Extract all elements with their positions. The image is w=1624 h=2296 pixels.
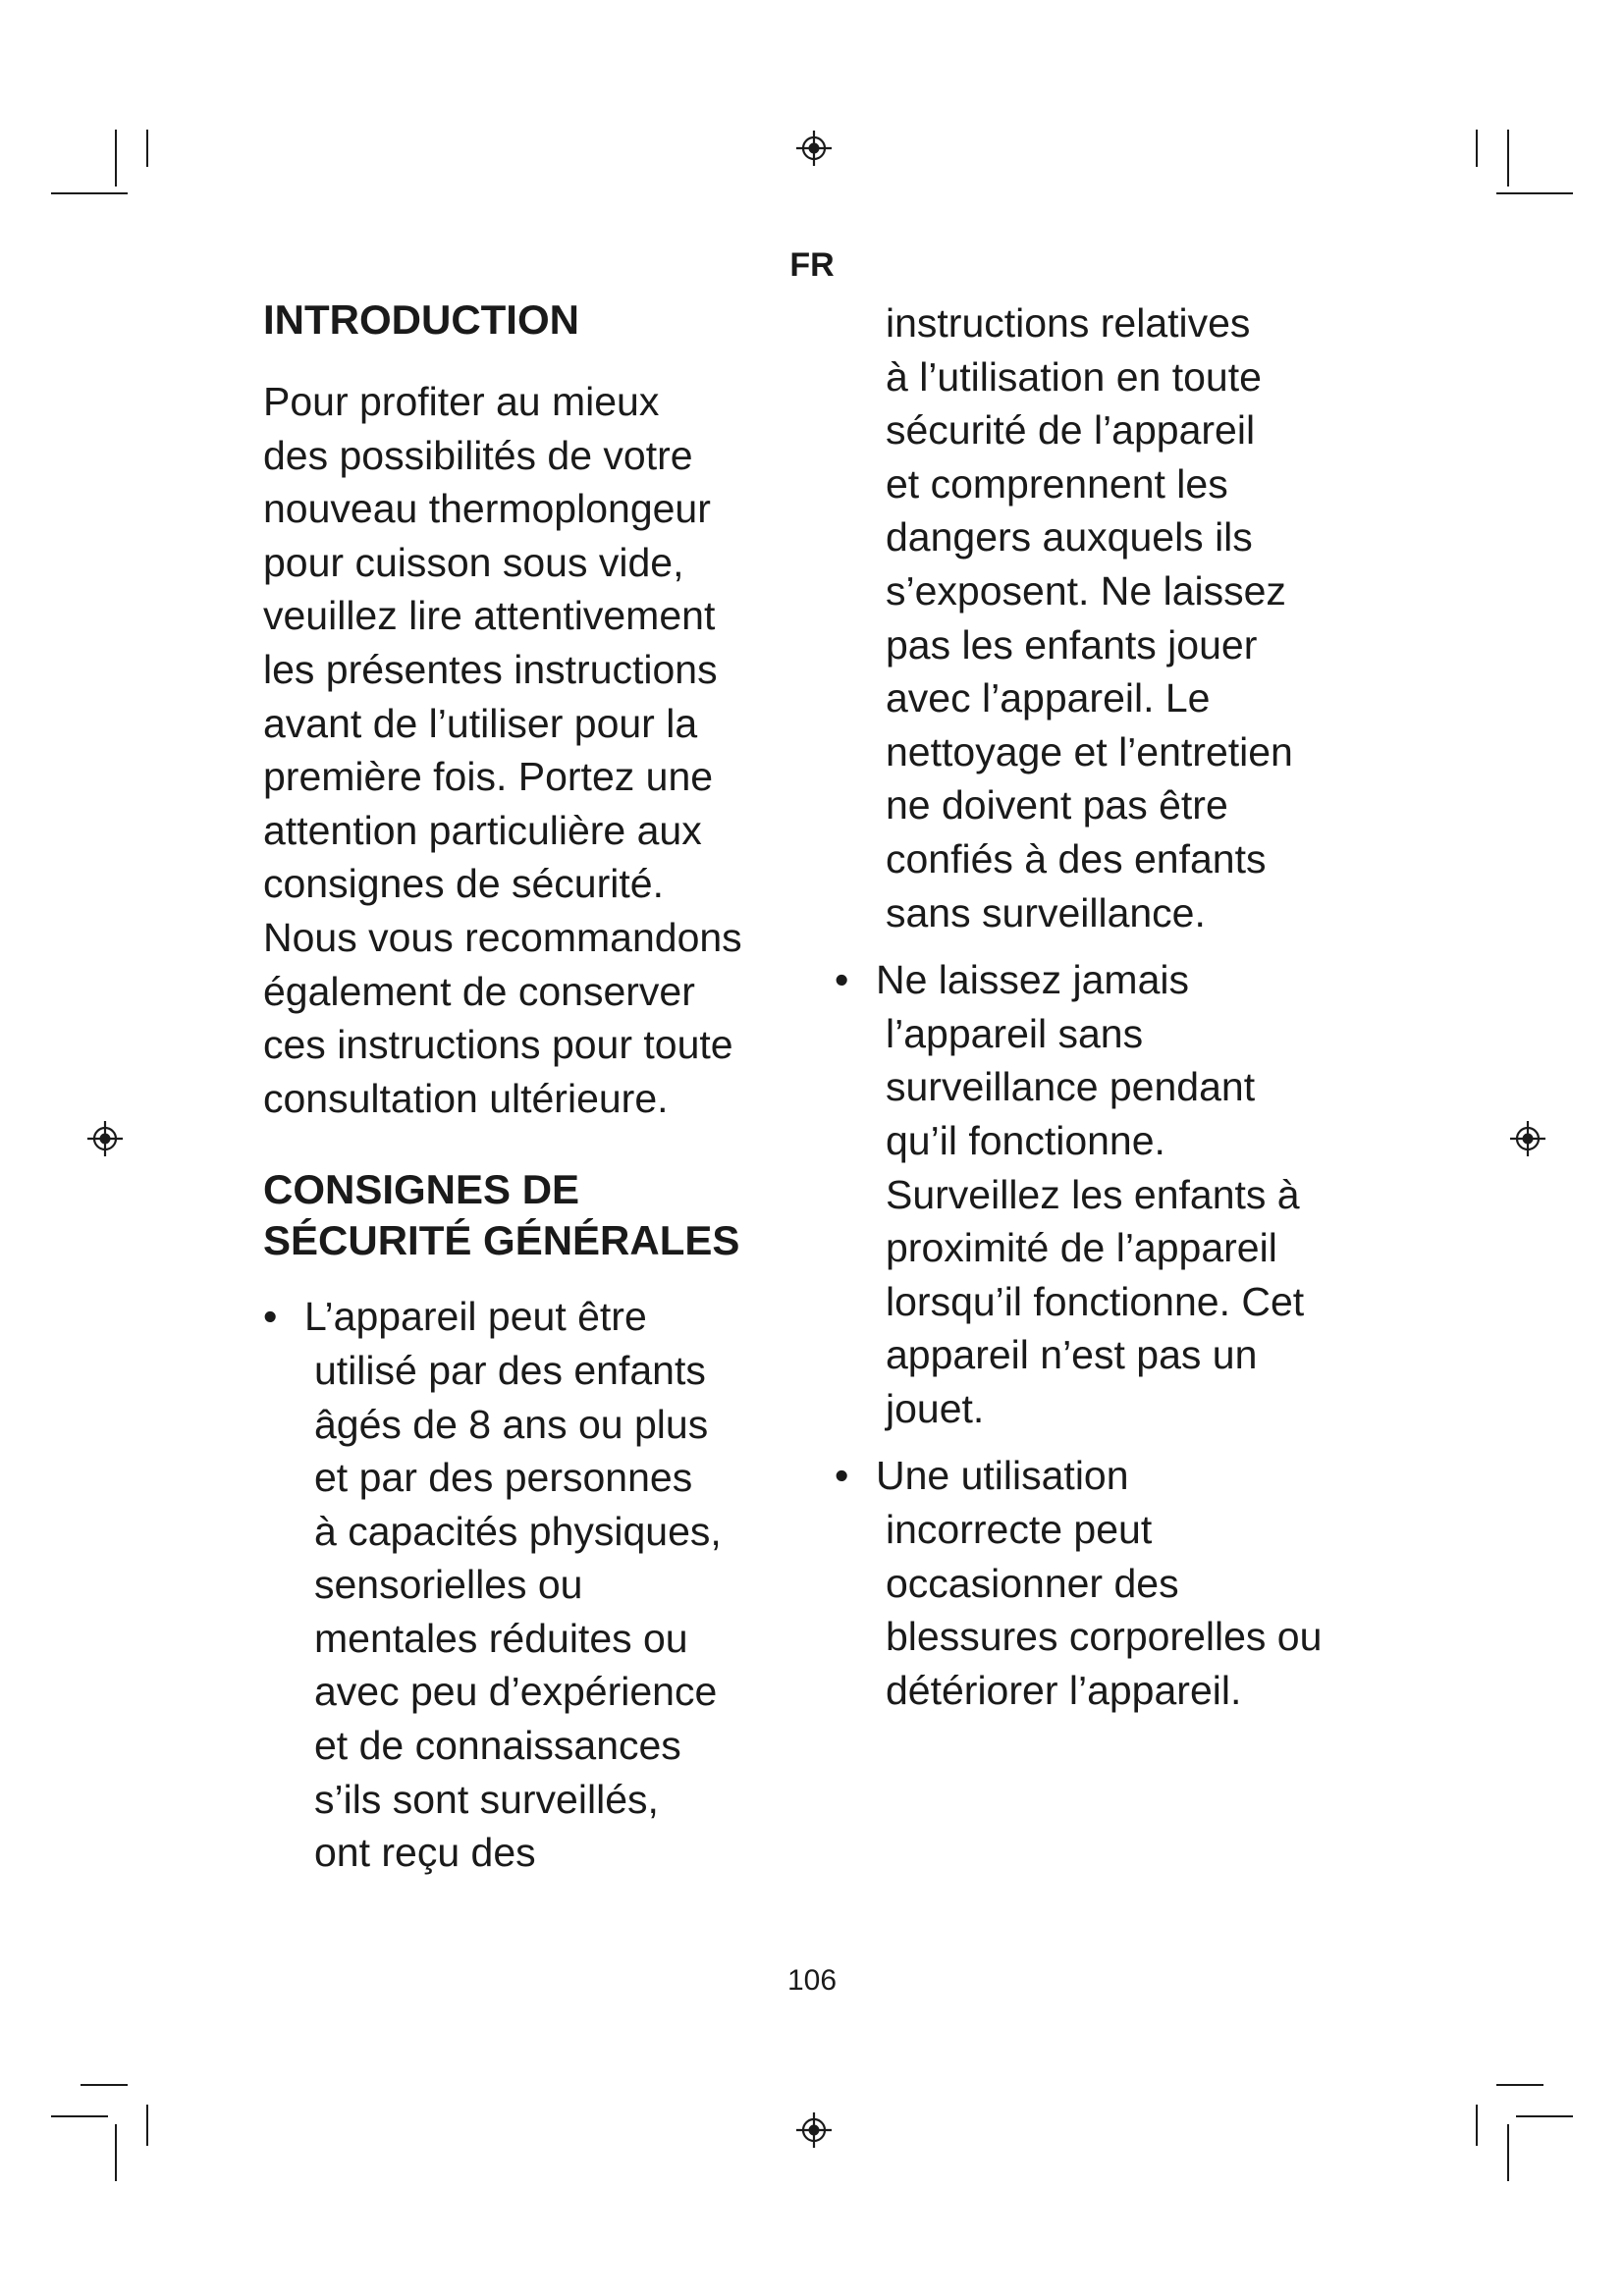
item-line: dangers auxquels ils (886, 514, 1253, 561)
item-line: et par des personnes (314, 1455, 693, 1501)
item-line: avec peu d’expérience (314, 1669, 718, 1715)
intro-line: Pour profiter au mieux (263, 379, 660, 424)
item-line: l’appareil sans (886, 1010, 1144, 1056)
item-line: blessures corporelles ou (886, 1614, 1323, 1660)
item-line: qu’il fonctionne. (886, 1117, 1165, 1163)
item-line: s’exposent. Ne laissez (886, 567, 1286, 614)
item-line: et comprennent les (886, 460, 1228, 507)
safety-heading-line: CONSIGNES DE (263, 1166, 580, 1213)
item-line: âgés de 8 ans ou plus (314, 1401, 709, 1447)
item-line: Surveillez les enfants à (886, 1171, 1300, 1217)
item-line: confiés à des enfants (886, 835, 1267, 881)
item-line: lorsqu’il fonctionne. Cet (886, 1278, 1305, 1324)
item-line: pas les enfants jouer (886, 621, 1258, 667)
item-line: nettoyage et l’entretien (886, 728, 1293, 774)
registration-mark-top (796, 131, 832, 166)
item-line: sécurité de l’appareil (886, 407, 1256, 454)
intro-line: nouveau thermoplongeur (263, 486, 711, 532)
safety-item-3 (835, 1449, 1384, 1717)
item-line: à l’utilisation en toute (886, 353, 1262, 400)
item-line: avec l’appareil. Le (886, 675, 1211, 721)
safety-item-1-continued (835, 296, 1384, 939)
registration-mark-bottom (796, 2112, 832, 2148)
item-line: instructions relatives (886, 300, 1251, 346)
intro-line: des possibilités de votre (263, 432, 693, 478)
item-line: L’appareil peut être (304, 1294, 647, 1340)
language-label: FR (789, 246, 835, 284)
page-number: 106 (786, 1964, 838, 1997)
item-line: jouet. (886, 1385, 985, 1431)
intro-line: les présentes instructions (263, 646, 718, 692)
registration-mark-right (1510, 1121, 1545, 1156)
item-line: proximité de l’appareil (886, 1225, 1277, 1271)
right-column (835, 294, 1384, 1717)
safety-heading-line: SÉCURITÉ GÉNÉRALES (263, 1217, 740, 1264)
bullet-icon: • (835, 957, 849, 1003)
item-line: appareil n’est pas un (886, 1332, 1258, 1378)
item-line: mentales réduites ou (314, 1615, 688, 1661)
intro-line: avant de l’utiliser pour la (263, 700, 698, 746)
intro-line: veuillez lire attentivement (263, 593, 716, 639)
item-line: sensorielles ou (314, 1562, 583, 1608)
item-line: ne doivent pas être (886, 782, 1228, 828)
item-line: à capacités physiques, (314, 1508, 722, 1554)
item-line: Une utilisation (876, 1453, 1129, 1499)
intro-line: ces instructions pour toute (263, 1022, 733, 1068)
item-line: occasionner des (886, 1560, 1179, 1606)
bullet-icon: • (835, 1453, 849, 1499)
intro-line: consultation ultérieure. (263, 1075, 669, 1121)
intro-heading: INTRODUCTION (263, 296, 579, 343)
item-line: sans surveillance. (886, 889, 1206, 935)
safety-item-2 (835, 953, 1384, 1435)
item-line: détériorer l’appareil. (886, 1667, 1242, 1713)
item-line: incorrecte peut (886, 1507, 1153, 1553)
intro-line: Nous vous recommandons (263, 914, 742, 960)
item-line: s’ils sont surveillés, (314, 1776, 659, 1822)
item-line: surveillance pendant (886, 1064, 1256, 1110)
intro-line: également de conserver (263, 968, 695, 1014)
bullet-icon: • (263, 1294, 278, 1340)
item-line: et de connaissances (314, 1723, 681, 1769)
item-line: ont reçu des (314, 1830, 536, 1876)
safety-item-1 (263, 1290, 813, 1880)
intro-line: consignes de sécurité. (263, 861, 664, 907)
intro-line: attention particulière aux (263, 807, 702, 853)
item-line: utilisé par des enfants (314, 1347, 706, 1393)
item-line: Ne laissez jamais (876, 957, 1189, 1003)
intro-paragraph (263, 375, 813, 1125)
registration-mark-left (87, 1121, 123, 1156)
left-column (263, 294, 813, 1880)
intro-line: pour cuisson sous vide, (263, 539, 684, 585)
intro-line: première fois. Portez une (263, 754, 714, 800)
safety-heading (263, 1164, 813, 1266)
